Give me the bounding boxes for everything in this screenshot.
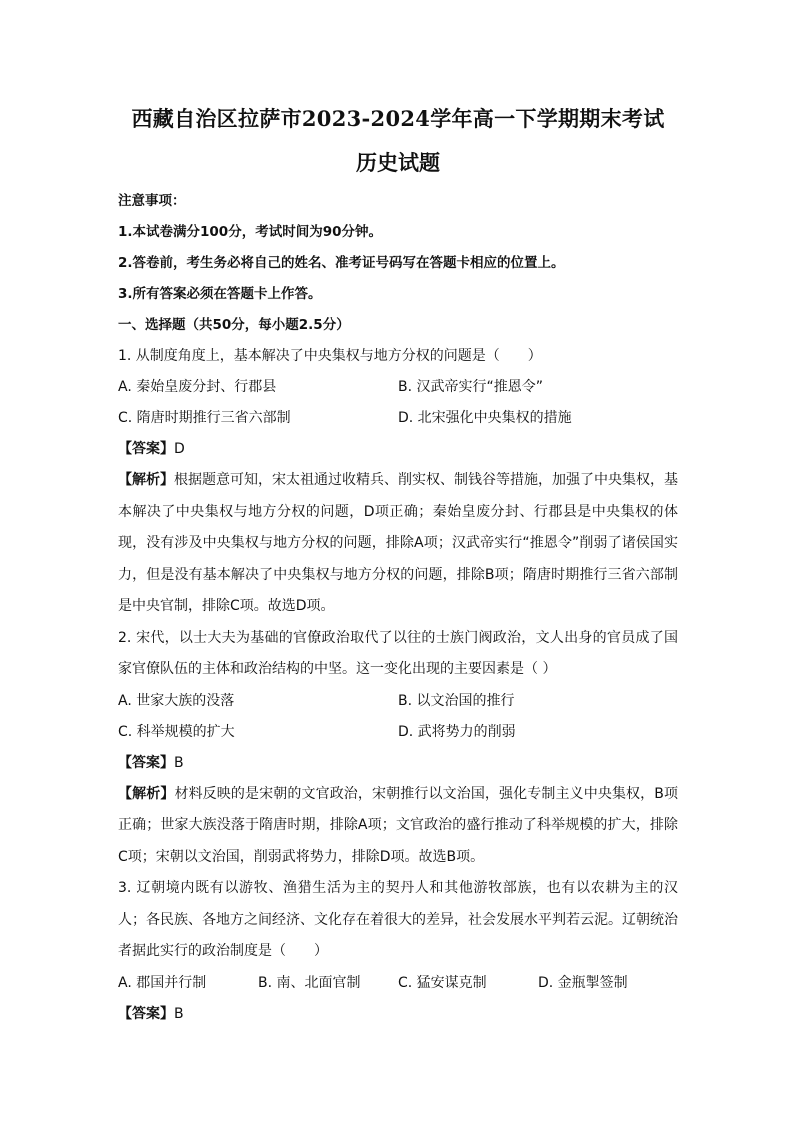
answer-value: B xyxy=(174,754,184,771)
option-d: D. 北宋强化中央集权的措施 xyxy=(398,410,572,426)
option-a: A. 郡国并行制 xyxy=(118,974,207,991)
notice-block xyxy=(118,186,678,310)
section-heading: 一、选择题（共50分，每小题2.5分） xyxy=(118,317,350,333)
analysis-tag: 【解析】 xyxy=(118,785,175,802)
question-1 xyxy=(118,341,678,623)
option-d: D. 金瓶掣签制 xyxy=(538,974,628,991)
answer-value: B xyxy=(174,1005,184,1022)
option-a: A. 秦始皇废分封、行郡县 xyxy=(118,379,277,395)
question-2 xyxy=(118,623,678,874)
page-subtitle: 历史试题 xyxy=(356,150,440,175)
option-b: B. 以文治国的推行 xyxy=(398,692,515,709)
option-c: C. 猛安谋克制 xyxy=(398,974,487,991)
answer-line xyxy=(118,434,678,465)
option-b: B. 汉武帝实行“推恩令” xyxy=(398,379,544,395)
answer-line xyxy=(118,748,678,779)
question-3 xyxy=(118,873,678,1030)
question-options xyxy=(118,968,678,999)
notice-item: 2.答卷前，考生务必将自己的姓名、准考证号码写在答题卡相应的位置上。 xyxy=(118,255,565,271)
question-stem: 3. 辽朝境内既有以游牧、渔猎生活为主的契丹人和其他游牧部族，也有以农耕为主的汉人；各民族、各地方之间经济、文化存在着很大的差异，社会发展水平判若云泥。辽朝统治者据此实行的政治制度是（ ） xyxy=(118,880,678,959)
page-title: 西藏自治区拉萨市2023-2024学年高一下学期期末考试 xyxy=(131,106,665,131)
answer-tag: 【答案】 xyxy=(118,1005,174,1022)
answer-tag: 【答案】 xyxy=(118,441,174,457)
option-d: D. 武将势力的削弱 xyxy=(398,723,516,740)
question-stem: 2. 宋代，以士大夫为基础的官僚政治取代了以往的士族门阀政治，文人出身的官员成了国家官僚队伍的主体和政治结构的中坚。这一变化出现的主要因素是（ ） xyxy=(118,629,678,677)
question-stem: 1. 从制度角度上，基本解决了中央集权与地方分权的问题是（ ） xyxy=(118,348,542,364)
answer-tag: 【答案】 xyxy=(118,754,174,771)
option-c: C. 科举规模的扩大 xyxy=(118,723,235,740)
option-c: C. 隋唐时期推行三省六部制 xyxy=(118,410,291,426)
answer-value: D xyxy=(174,441,185,457)
analysis-paragraph xyxy=(118,779,678,874)
analysis-text: 材料反映的是宋朝的文官政治，宋朝推行以文治国，强化专制主义中央集权，B项正确；世家大族没落于隋唐时期，排除A项；文官政治的盛行推动了科举规模的扩大，排除C项；宋朝以文治国，削弱武将势力，排除D项。故选B项。 xyxy=(118,785,678,865)
question-options xyxy=(118,686,678,748)
analysis-text: 根据题意可知，宋太祖通过收精兵、削实权、制钱谷等措施，加强了中央集权，基本解决了中央集权与地方分权的问题，D项正确；秦始皇废分封、行郡县是中央集权的体现，没有涉及中央集权与地方分权的问题，排除A项；汉武帝实行“推恩令”削弱了诸侯国实力，但是没有基本解决了中央集权与地方分权的问题，排除B项；隋唐时期推行三省六部制是中央官制，排除C项。故选D项。 xyxy=(118,472,678,614)
notice-item: 1.本试卷满分100分，考试时间为90分钟。 xyxy=(118,224,382,240)
notice-item: 3.所有答案必须在答题卡上作答。 xyxy=(118,286,322,302)
question-options xyxy=(118,372,678,434)
answer-line xyxy=(118,999,678,1030)
analysis-paragraph xyxy=(118,465,678,623)
analysis-tag: 【解析】 xyxy=(118,472,174,488)
option-b: B. 南、北面官制 xyxy=(258,974,361,991)
option-a: A. 世家大族的没落 xyxy=(118,692,235,709)
notice-heading: 注意事项： xyxy=(118,193,186,209)
